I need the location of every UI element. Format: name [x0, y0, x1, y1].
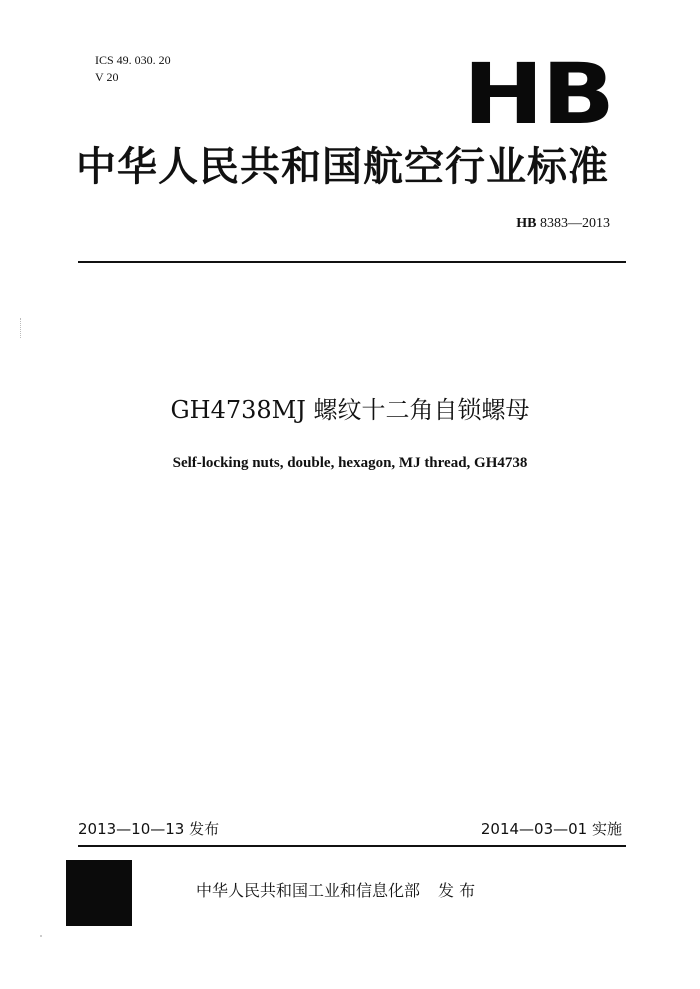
document-title: GH4738MJ 螺纹十二角自锁螺母 — [170, 396, 530, 424]
document-subtitle: Self-locking nuts, double, hexagon, MJ thread, GH4738 — [172, 455, 528, 471]
issue-date: 2013—10—13 发布 — [78, 820, 220, 838]
organization-title: 中华人民共和国航空行业标准 — [76, 144, 609, 190]
black-mark — [66, 860, 132, 926]
issuer-name: 中华人民共和国工业和信息化部 — [196, 881, 421, 900]
issuer-action: 发 布 — [438, 881, 476, 900]
bottom-divider — [78, 845, 626, 847]
scan-dot — [40, 935, 42, 937]
standard-number: 8383—2013 — [540, 216, 610, 231]
issuer-line — [196, 880, 475, 902]
implementation-date: 2014—03—01 实施 — [480, 820, 622, 838]
category-code: V 20 — [95, 70, 119, 84]
hb-logo: HB — [463, 45, 613, 143]
top-divider — [78, 261, 626, 263]
standard-prefix: HB — [516, 216, 537, 231]
standard-code — [516, 215, 610, 233]
scan-marks — [20, 318, 23, 338]
ics-code: ICS 49. 030. 20 — [95, 53, 171, 67]
